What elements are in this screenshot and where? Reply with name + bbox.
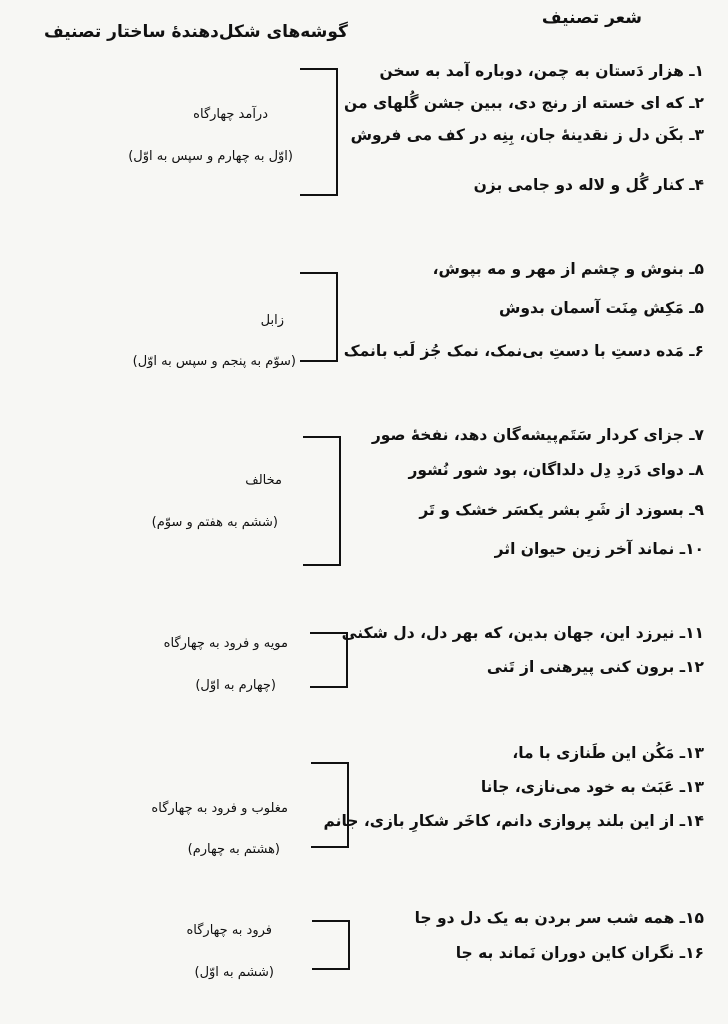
lyric-line-5b: ۵ـ مَکِش مِنَت آسمان بدوش: [499, 299, 704, 317]
lyrics-column-heading: شعر تصنیف: [541, 8, 642, 28]
group-bracket-2: [300, 272, 338, 362]
section-note-2: (سوّم به پنجم و سپس به اوّل): [132, 354, 296, 369]
lyric-line-16: ۱۶ـ نگران کاین دوران نَماند به جا: [455, 944, 704, 962]
lyric-line-10: ۱۰ـ نماند آخر زین حیوان اثر: [494, 540, 704, 558]
section-name-4: مویه و فرود به چهارگاه: [163, 636, 288, 651]
lyric-line-13b: ۱۳ـ عَبَث به خود می‌نازی، جانا: [480, 778, 704, 796]
lyric-line-2: ۲ـ که ای خسته از رنج دی، ببین جشن گُلهای من: [344, 94, 704, 112]
section-note-4: (چهارم به اوّل): [195, 678, 276, 693]
sections-column-heading: گوشه‌های شکل‌دهندهٔ ساختار تصنیف: [44, 22, 348, 42]
section-note-3: (ششم به هفتم و سوّم): [151, 515, 278, 530]
section-note-6: (ششم به اوّل): [194, 965, 274, 980]
group-bracket-4: [310, 632, 348, 688]
lyric-line-12: ۱۲ـ برون کنی پیرهنی از تَنی: [486, 658, 704, 676]
lyric-line-14: ۱۴ـ از این بلند پروازی دانم، کاخَر شکارِ بازی، جانم: [323, 812, 704, 830]
lyric-line-6: ۶ـ مَده دستِ با دستِ بی‌نمک، نمک جُز لَب بانمک: [343, 342, 704, 360]
section-name-2: زابل: [260, 313, 284, 328]
group-bracket-5: [311, 762, 349, 848]
group-bracket-3: [303, 436, 341, 566]
lyric-line-15: ۱۵ـ همه شب سر بردن به یک دل دو جا: [414, 909, 704, 927]
section-name-6: فرود به چهارگاه: [186, 923, 272, 938]
section-name-1: درآمد چهارگاه: [193, 107, 268, 122]
lyric-line-13a: ۱۳ـ مَکُن این طَنازی با ما،: [512, 744, 704, 762]
lyric-line-9: ۹ـ بسوزد از شَرِ بشر یکسَر خشک و تَر: [419, 501, 704, 519]
section-name-5: مغلوب و فرود به چهارگاه: [151, 801, 288, 816]
lyric-line-11: ۱۱ـ نیرزد این، جهان بدین، که بهر دل، دل شکنی: [341, 624, 704, 642]
lyric-line-1: ۱ـ هزار دَستان به چمن، دوباره آمد به سخن: [379, 62, 704, 80]
lyric-line-8: ۸ـ دوای دَردِ دِل دلداگان، بود شور نُشور: [408, 461, 704, 479]
lyric-line-7: ۷ـ جزای کردار سَتَم‌پیشه‌گان دهد، نفخهٔ صور: [371, 426, 704, 444]
group-bracket-6: [312, 920, 350, 970]
section-note-5: (هشتم به چهارم): [187, 842, 280, 857]
lyric-line-3: ۳ـ بکَن دل ز نقدینهٔ جان، بِنِه در کف می فروش: [350, 126, 704, 144]
section-name-3: مخالف: [245, 473, 282, 488]
group-bracket-1: [300, 68, 338, 196]
lyric-line-4: ۴ـ کنار گُل و لاله دو جامی بزن: [473, 176, 704, 194]
lyric-line-5a: ۵ـ بنوش و چشم از مهر و مه بپوش،: [432, 260, 704, 278]
section-note-1: (اوّل به چهارم و سپس به اوّل): [128, 149, 293, 164]
